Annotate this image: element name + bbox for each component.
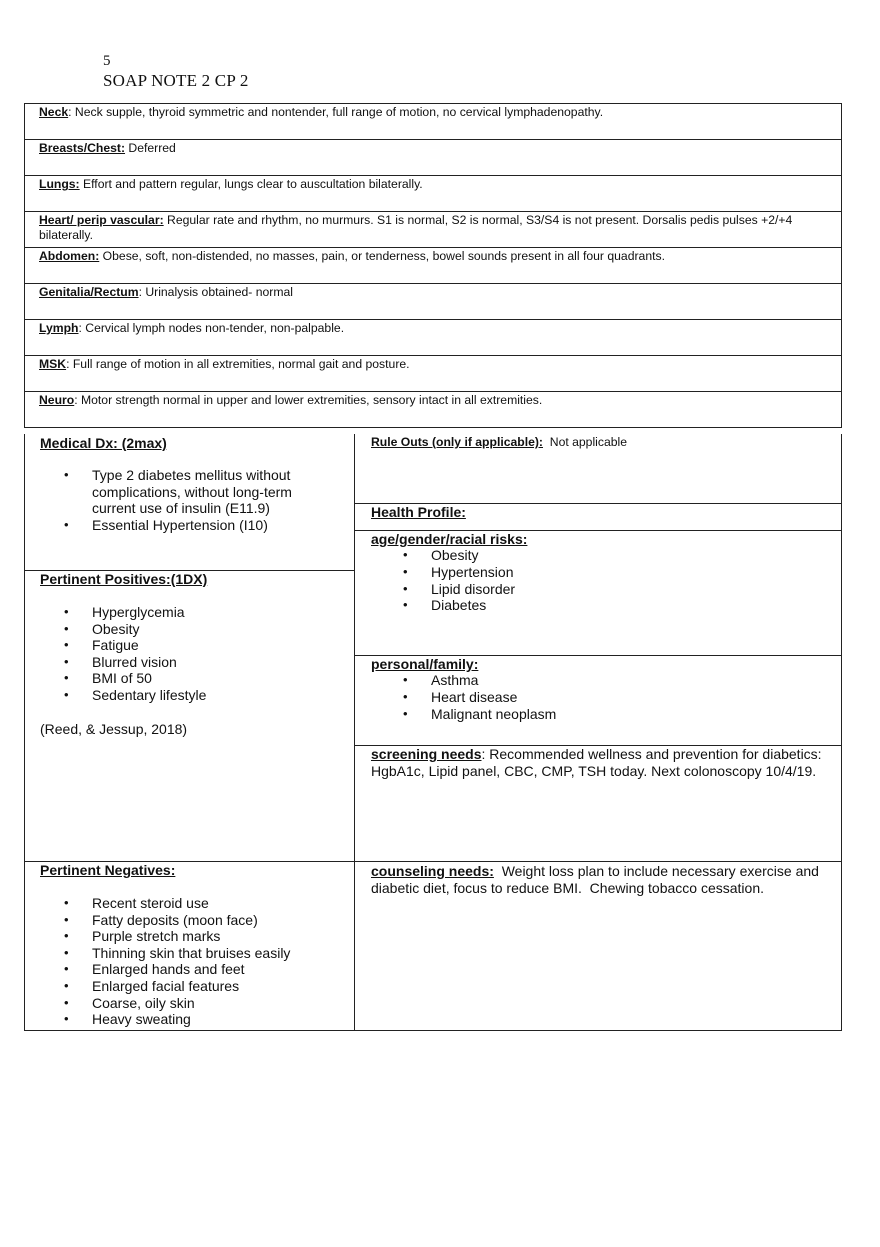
list-item: • Thinning skin that bruises easily (40, 945, 350, 962)
list-item: • Enlarged facial features (40, 978, 350, 995)
assessment-grid (24, 434, 842, 1031)
pertinent-positives-list (40, 604, 350, 704)
list-item: • Essential Hypertension (I10) (40, 517, 337, 534)
list-item: • Type 2 diabetes mellitus without complications, without long-term current use of insulin (E11.9) (40, 467, 337, 517)
exam-label: Abdomen: (39, 249, 100, 263)
list-item: • Fatty deposits (moon face) (40, 912, 350, 929)
personal-family-heading: personal/family: (371, 656, 479, 672)
exam-cell (25, 284, 842, 320)
exam-row (25, 212, 842, 248)
exam-cell (25, 356, 842, 392)
exam-label: Heart/ perip vascular: (39, 213, 164, 227)
exam-text: Effort and pattern regular, lungs clear to auscultation bilaterally. (79, 177, 423, 191)
pertinent-positives-heading: Pertinent Positives:(1DX) (40, 571, 208, 587)
pertinent-negatives-cell (40, 862, 350, 1028)
list-item: • Heart disease (371, 689, 836, 706)
medical-dx-heading: Medical Dx: (2max) (40, 435, 167, 451)
list-item: • Hypertension (371, 564, 836, 581)
exam-cell (25, 248, 842, 284)
exam-row (25, 248, 842, 284)
list-item: • Sedentary lifestyle (40, 687, 350, 704)
exam-label: MSK (39, 357, 67, 371)
exam-cell (25, 140, 842, 176)
physical-exam-table (24, 103, 842, 428)
exam-text: : Neck supple, thyroid symmetric and nontender, full range of motion, no cervical lymphadenopathy. (68, 105, 604, 119)
list-item: • Coarse, oily skin (40, 995, 350, 1012)
list-item: • Purple stretch marks (40, 928, 350, 945)
list-item: • Recent steroid use (40, 895, 350, 912)
exam-label: Neck (39, 105, 69, 119)
list-item: • Lipid disorder (371, 581, 836, 598)
pertinent-positives-cell (40, 571, 350, 737)
list-item: • BMI of 50 (40, 670, 350, 687)
age-gender-racial-heading: age/gender/racial risks: (371, 531, 528, 547)
exam-label: Neuro (39, 393, 75, 407)
screening-needs-heading: screening needs (371, 746, 482, 762)
exam-text: : Urinalysis obtained- normal (138, 285, 294, 299)
medical-dx-cell (40, 435, 350, 533)
health-profile-cell (371, 504, 836, 520)
exam-cell (25, 392, 842, 428)
pertinent-negatives-list (40, 895, 350, 1028)
list-item: • Asthma (371, 672, 836, 689)
age-gender-racial-list (371, 547, 836, 614)
health-profile-heading: Health Profile: (371, 504, 466, 520)
exam-label: Genitalia/Rectum (39, 285, 139, 299)
exam-text: Deferred (125, 141, 176, 155)
exam-row (25, 284, 842, 320)
exam-row (25, 140, 842, 176)
screening-needs-cell (371, 746, 837, 779)
rule-outs-cell (371, 435, 836, 449)
screening-needs-value: : Recommended wellness and prevention for diabetics: HgbA1c, Lipid panel, CBC, CMP, TSH today. Next colonoscopy 10/4/19. (371, 746, 822, 779)
list-item: • Hyperglycemia (40, 604, 350, 621)
list-item: • Obesity (40, 621, 350, 638)
age-gender-racial-cell (371, 531, 836, 614)
exam-text: : Full range of motion in all extremities, normal gait and posture. (66, 357, 410, 371)
counseling-needs-cell (371, 863, 837, 896)
exam-row (25, 104, 842, 140)
citation: (Reed, & Jessup, 2018) (40, 720, 188, 737)
exam-cell (25, 212, 842, 248)
exam-label: Lungs: (39, 177, 80, 191)
page-title: SOAP NOTE 2 CP 2 (103, 71, 249, 90)
exam-label: Lymph (39, 321, 79, 335)
list-item: • Blurred vision (40, 654, 350, 671)
list-item: • Heavy sweating (40, 1011, 350, 1028)
personal-family-cell (371, 656, 836, 722)
counseling-needs-value: Weight loss plan to include necessary exercise and diabetic diet, focus to reduce BMI. Chewing tobacco cessation. (371, 863, 823, 896)
exam-row (25, 176, 842, 212)
list-item: • Obesity (371, 547, 836, 564)
exam-cell (25, 176, 842, 212)
exam-text: : Cervical lymph nodes non-tender, non-palpable. (78, 321, 345, 335)
exam-row (25, 356, 842, 392)
list-item: • Enlarged hands and feet (40, 961, 350, 978)
exam-text: : Motor strength normal in upper and lower extremities, sensory intact in all extremities. (74, 393, 543, 407)
exam-text: Obese, soft, non-distended, no masses, pain, or tenderness, bowel sounds present in all four quadrants. (99, 249, 665, 263)
personal-family-list (371, 672, 836, 722)
rule-outs-heading: Rule Outs (only if applicable): (371, 435, 543, 449)
column-divider (354, 434, 355, 1030)
list-item: • Malignant neoplasm (371, 706, 836, 723)
exam-row (25, 392, 842, 428)
page-number: 5 (103, 53, 111, 69)
pertinent-negatives-heading: Pertinent Negatives: (40, 862, 176, 878)
exam-cell (25, 320, 842, 356)
list-item: • Fatigue (40, 637, 350, 654)
rule-outs-value: Not applicable (543, 435, 628, 449)
counseling-needs-heading: counseling needs: (371, 863, 494, 879)
exam-cell (25, 104, 842, 140)
exam-label: Breasts/Chest: (39, 141, 126, 155)
exam-text: Regular rate and rhythm, no murmurs. S1 is normal, S2 is normal, S3/S4 is not present. Dorsalis pedis pulses +2/+4 bilaterally. (39, 213, 793, 242)
exam-row (25, 320, 842, 356)
list-item: • Diabetes (371, 597, 836, 614)
medical-dx-list (40, 467, 337, 533)
